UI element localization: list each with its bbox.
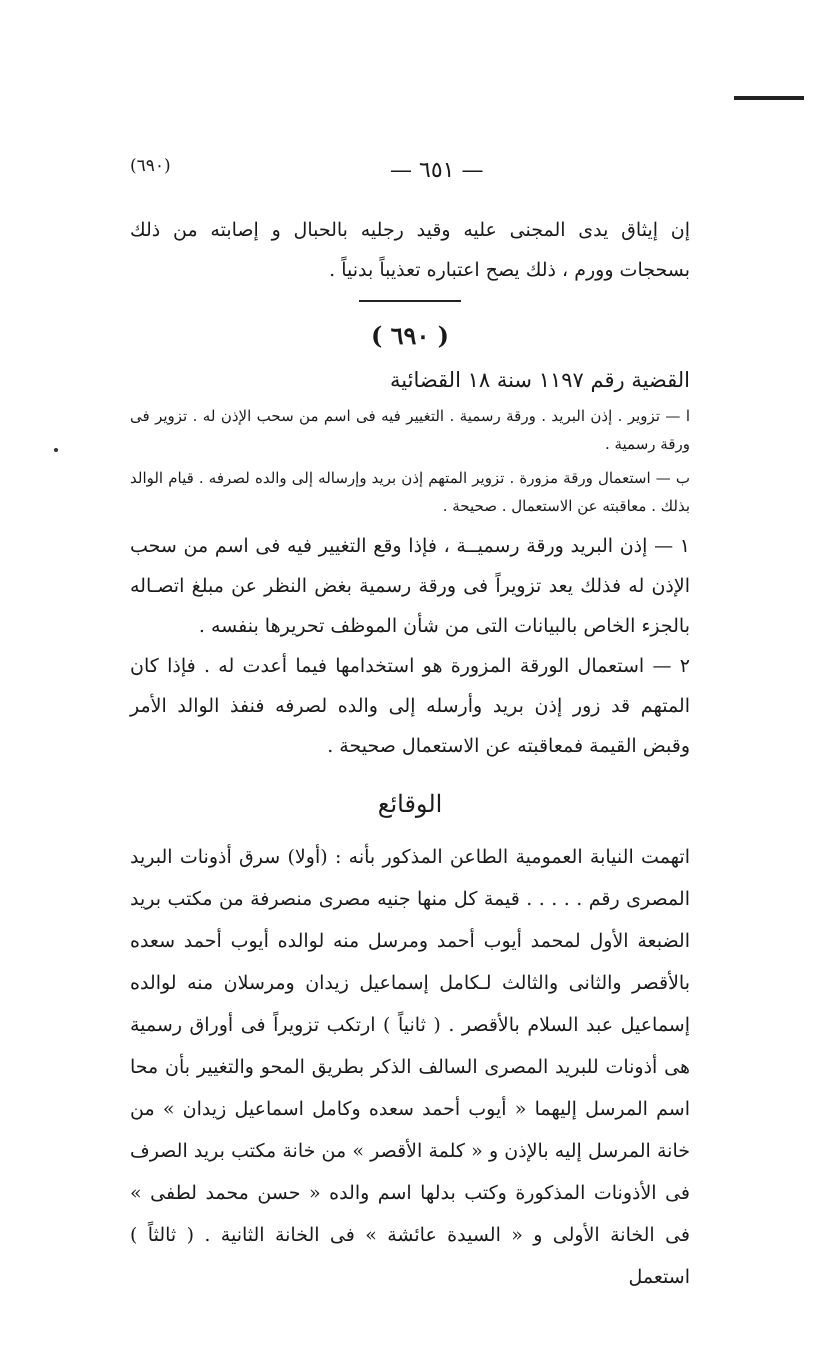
case-number: ( ٦٩٠ ) bbox=[370, 321, 450, 350]
legal-principle-2: ٢ — استعمال الورقة المزورة هو استخدامها فيما أعدت له . فإذا كان المتهم قد زور إذن بريد وأرسله إلى والده لصرفه فنفذ الوالد الأمر وقبض القيمة فمعاقبته عن الاستعمال صحيحة . bbox=[130, 655, 690, 757]
summary-item-a: ا — تزوير . إذن البريد . ورقة رسمية . التغيير فيه فى اسم من سحب الإذن له . تزوير فى ورقة رسمية . bbox=[130, 407, 690, 453]
continued-paragraph: إن إيثاق يدى المجنى عليه وقيد رجليه بالحبال و إصابته من ذلك بسحجات وورم ، ذلك يصح اعتباره تعذيباً بدنياً . bbox=[130, 219, 690, 281]
facts-heading: الوقائع bbox=[377, 790, 443, 818]
running-section-number: (٦٩٠) bbox=[130, 156, 171, 176]
page-header bbox=[130, 150, 690, 190]
case-title: القضية رقم ١١٩٧ سنة ١٨ القضائية bbox=[390, 368, 690, 392]
scan-speck bbox=[54, 448, 58, 452]
page-number: — ٦٥١ — bbox=[390, 158, 484, 183]
scan-edge-mark bbox=[734, 96, 804, 100]
section-divider bbox=[359, 300, 461, 302]
facts-paragraph: اتهمت النيابة العمومية الطاعن المذكور بأنه : (أولا) سرق أذونات البريد المصرى رقم . . . . . قيمة كل منها جنيه مصرى منصرفة من مكتب بريد الضبعة الأول لمحمد أيوب أحمد ومرسل منه لوالده أيوب أحمد سعده بالأقصر والثانى والثالث لـكامل إسماعيل زيدان ومرسلان منه لوالده إسماعيل عبد السلام بالأقصر . ( ثانياً ) ارتكب تزويراً فى أوراق رسمية هى أذونات للبريد المصرى السالف الذكر بطريق المحو والتغيير بأن محا اسم المرسل إليهما « أيوب أحمد سعده وكامل اسماعيل زيدان » من خانة المرسل إليه بالإذن و « كلمة الأقصر » من خانة مكتب بريد الصرف فى الأذونات المذكورة وكتب بدلها اسم والده « حسن محمد لطفى » فى الخانة الأولى و « السيدة عائشة » فى الخانة الثانية . ( ثالثاً ) استعمل bbox=[130, 846, 690, 1288]
legal-principle-1: ١ — إذن البريد ورقة رسميــة ، فإذا وقع التغيير فيه فى اسم من سحب الإذن له فذلك يعد تزويراً فى ورقة رسمية بغض النظر عن مبلغ اتصـاله بالجزء الخاص بالبيانات التى من شأن الموظف تحريرها بنفسه . bbox=[130, 535, 690, 637]
summary-item-b: ب — استعمال ورقة مزورة . تزوير المتهم إذن بريد وإرساله إلى والده لصرفه . قيام الوالد بذلك . معاقبته عن الاستعمال . صحيحة . bbox=[130, 469, 690, 515]
page-content bbox=[130, 210, 690, 1298]
